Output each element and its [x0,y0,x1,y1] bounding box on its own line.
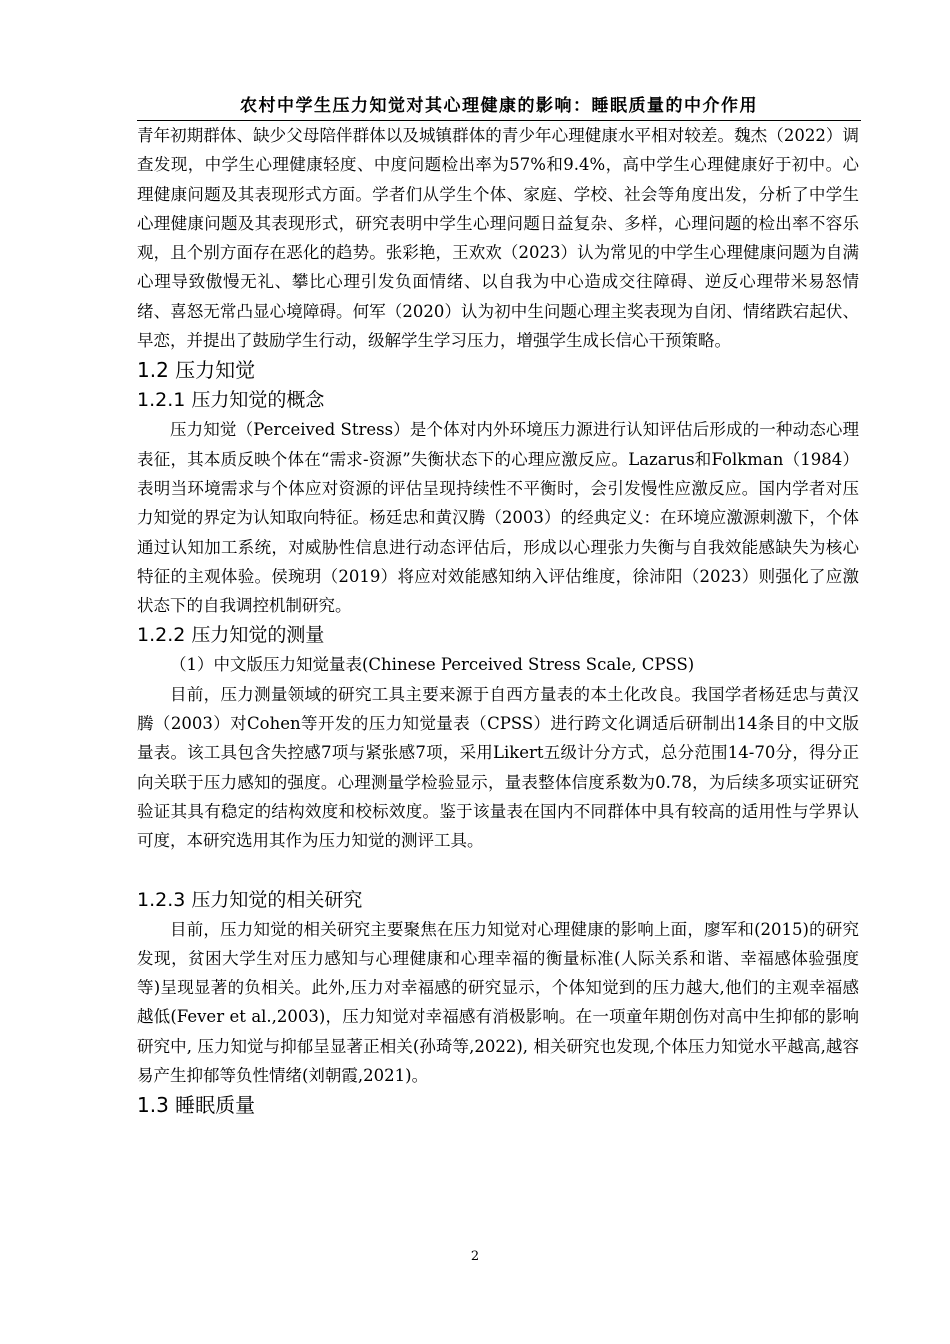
page-number: 2 [470,1249,480,1264]
document-body [137,121,859,1120]
section-heading-1-2-1: 1.2.1 压力知觉的概念 [137,389,325,412]
section-heading-1-2: 1.2 压力知觉 [137,358,256,383]
section-heading-1-2-3: 1.2.3 压力知觉的相关研究 [137,888,363,911]
blank-line [137,856,859,885]
paragraph-mental-health-problems: 青年初期群体、缺少父母陪伴群体以及城镇群体的青少年心理健康水平相对较差。魏杰（2022）调查发现，中学生心理健康轻度、中度问题检出率为57%和9.4%，高中学生心理健康好于初中。心理健康问题及其表现形式方面。学者们从学生个体、家庭、学校、社会等角度出发，分析了中学生心理健康问题及其表现形式，研究表明中学生心理问题日益复杂、多样，心理问题的检出率不容乐观，且个别方面存在恶化的趋势。张彩艳，王欢欢（2023）认为常见的中学生心理健康问题为自满心理导致傲慢无礼、攀比心理引发负面情绪、以自我为中心造成交往障碍、逆反心理带米易怒情绪、喜怒无常凸显心境障碍。何军（2020）认为初中生问题心理主奖表现为自闭、情绪跌宕起伏、早恋，并提出了鼓励学生行动，级解学生学习压力，增强学生成长信心干预策略。 [137,126,859,351]
section-heading-1-3: 1.3 睡眠质量 [137,1093,256,1118]
paragraph-stress-research: 目前，压力知觉的相关研究主要聚焦在压力知觉对心理健康的影响上面，廖军和(2015)的研究发现，贫困大学生对压力感知与心理健康和心理幸福的衡量标准(人际关系和谐、幸福感体验强度等)呈现显著的负相关。此外,压力对幸福感的研究显示，个体知觉到的压力越大,他们的主观幸福感越低(Fever et al.,2003)，压力知觉对幸福感有消极影响。在一项童年期创伤对高中生抑郁的影响研究中, 压力知觉与抑郁呈显著正相关(孙琦等,2022), 相关研究也发现,个体压力知觉水平越高,越容易产生抑郁等负性情绪(刘朝霞,2021)。 [137,919,859,1086]
paragraph-stress-concept: 压力知觉（Perceived Stress）是个体对内外环境压力源进行认知评估后形成的一种动态心理表征，其本质反映个体在“需求-资源”失衡状态下的心理应激反应。Lazarus和Folkman（1984）表明当环境需求与个体应对资源的评估呈现持续性不平衡时，会引发慢性应激反应。国内学者对压力知觉的界定为认知取向特征。杨廷忠和黄汉腾（2003）的经典定义：在环境应激源刺激下，个体通过认知加工系统，对威胁性信息进行动态评估后，形成以心理张力失衡与自我效能感缺失为核心特征的主观体验。侯琬玥（2019）将应对效能感知纳入评估维度，徐沛阳（2023）则强化了应激状态下的自我调控机制研究。 [137,420,859,616]
running-header-title: 农村中学生压力知觉对其心理健康的影响：睡眠质量的中介作用 [240,96,758,116]
paragraph-cpss-title: （1）中文版压力知觉量表(Chinese Perceived Stress Scale, CPSS) [170,655,695,675]
section-heading-1-2-2: 1.2.2 压力知觉的测量 [137,624,325,647]
paragraph-stress-measurement: 目前，压力测量领域的研究工具主要来源于自西方量表的本土化改良。我国学者杨廷忠与黄汉腾（2003）对Cohen等开发的压力知觉量表（CPSS）进行跨文化调适后研制出14条目的中文版量表。该工具包含失控感7项与紧张感7项，采用Likert五级计分方式，总分范围14-70分，得分正向关联于压力感知的强度。心理测量学检验显示，量表整体信度系数为0.78，为后续多项实证研究验证其具有稳定的结构效度和校标效度。鉴于该量表在国内不同群体中具有较高的适用性与学界认可度，本研究选用其作为压力知觉的测评工具。 [137,684,859,851]
